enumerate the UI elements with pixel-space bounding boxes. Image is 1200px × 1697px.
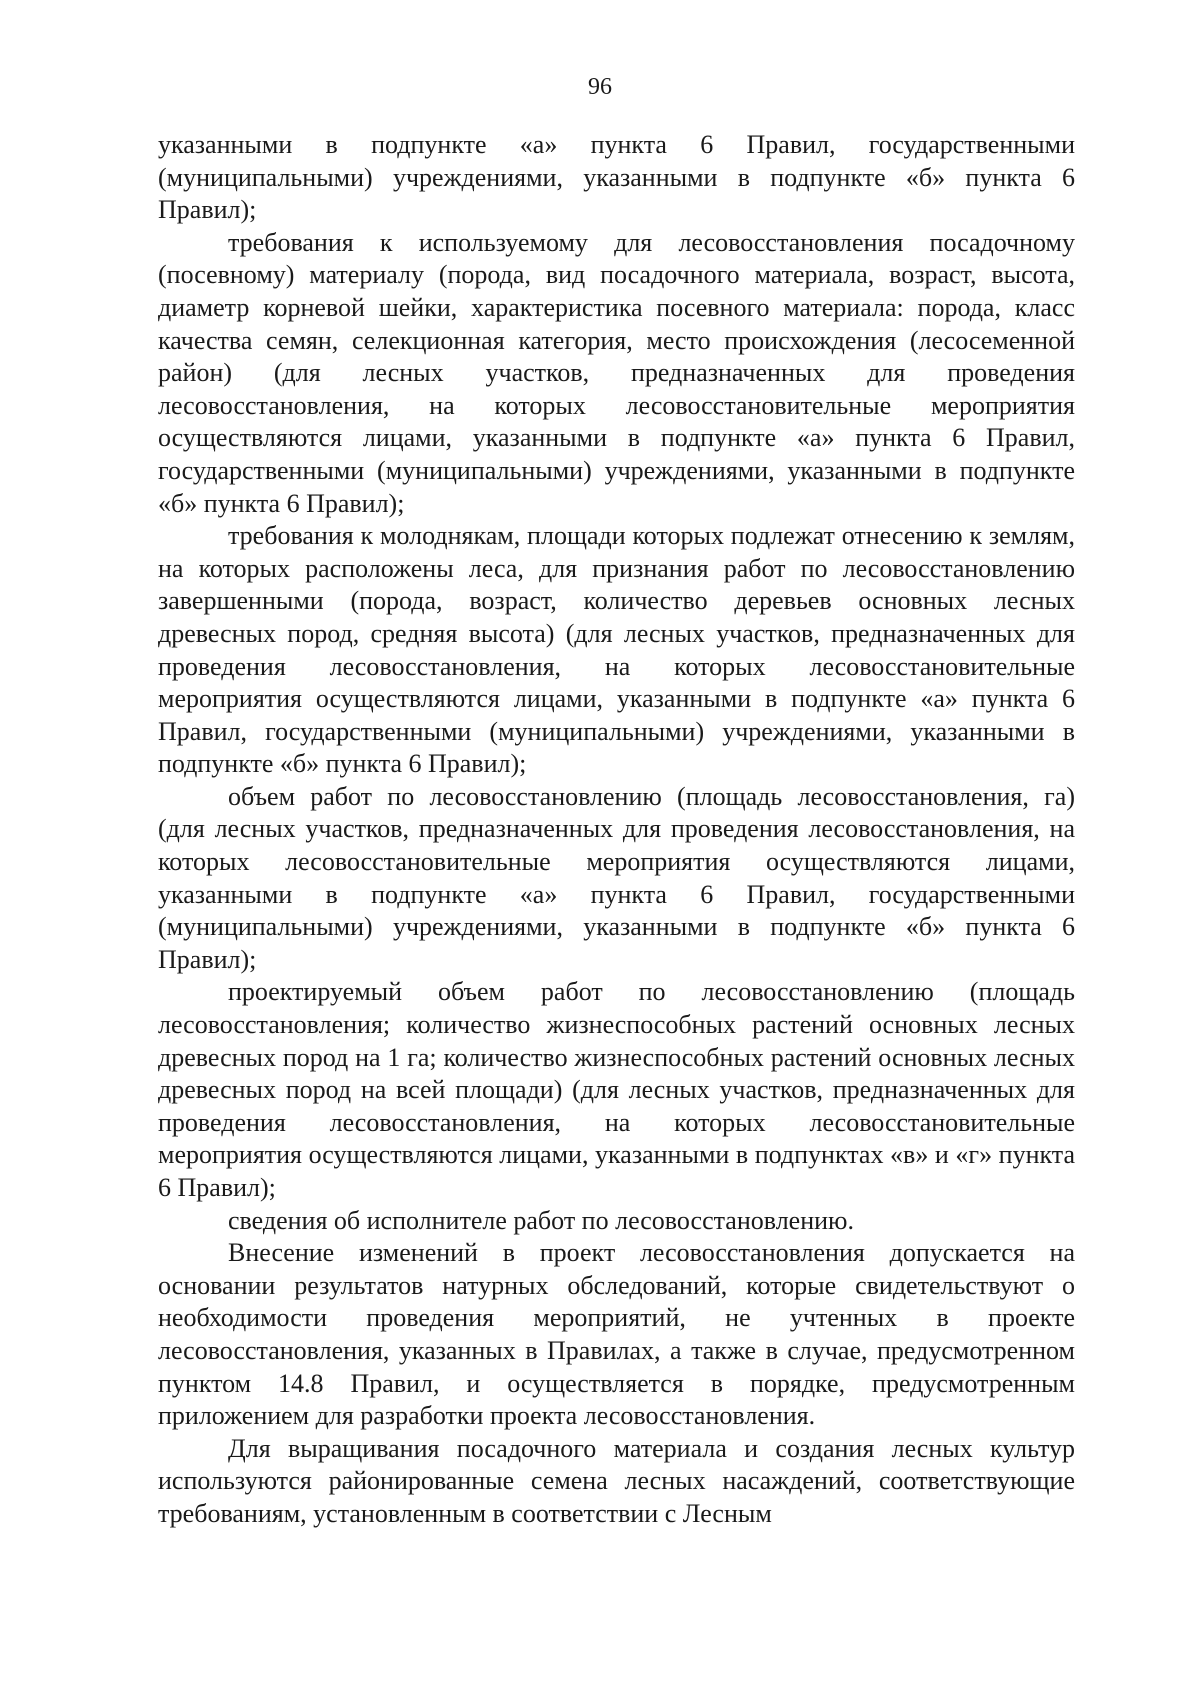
paragraph-planting-material-requirements: требования к используемому для лесовосстановления посадочному (посевному) материалу (порода, вид посадочного материала, возраст, высота, диаметр корневой шейки, характеристика посевного материала: порода, класс качества семян, селекционная категория, место происхождения (лесосеменной район) (для лесных участков, предназначенных для проведения лесовосстановления, на которых лесовосстановительные мероприятия осуществляются лицами, указанными в подпункте «а» пункта 6 Правил, государственными (муниципальными) учреждениями, указанными в подпункте «б» пункта 6 Правил); (158, 227, 1075, 518)
page-number: 96 (588, 74, 612, 100)
paragraph-contractor-info: сведения об исполнителе работ по лесовосстановлению. (228, 1205, 854, 1235)
paragraph-projected-work-volume: проектируемый объем работ по лесовосстановлению (площадь лесовосстановления; количество жизнеспособных растений основных лесных древесных пород на 1 га; количество жизнеспособных растений основных лесных древесных пород на всей площади) (для лесных участков, предназначенных для проведения лесовосстановления, на которых лесовосстановительные мероприятия осуществляются лицами, указанными в подпунктах «в» и «г» пункта 6 Правил); (158, 977, 1075, 1202)
document-body (158, 129, 1075, 1531)
paragraph-work-volume: объем работ по лесовосстановлению (площадь лесовосстановления, га) (для лесных участков, предназначенных для проведения лесовосстановления, на которых лесовосстановительные мероприятия осуществляются лицами, указанными в подпункте «а» пункта 6 Правил, государственными (муниципальными) учреждениями, указанными в подпункте «б» пункта 6 Правил); (158, 781, 1075, 974)
paragraph-project-amendments: Внесение изменений в проект лесовосстановления допускается на основании результатов натурных обследований, которые свидетельствуют о необходимости проведения мероприятий, не учтенных в проекте лесовосстановления, указанных в Правилах, а также в случае, предусмотренном пунктом 14.8 Правил, и осуществляется в порядке, предусмотренным приложением для разработки проекта лесовосстановления. (158, 1238, 1075, 1431)
paragraph-young-stand-requirements: требования к молоднякам, площади которых подлежат отнесению к землям, на которых расположены леса, для признания работ по лесовосстановлению завершенными (порода, возраст, количество деревьев основных лесных древесных пород, средняя высота) (для лесных участков, предназначенных для проведения лесовосстановления, на которых лесовосстановительные мероприятия осуществляются лицами, указанными в подпункте «а» пункта 6 Правил, государственными (муниципальными) учреждениями, указанными в подпункте «б» пункта 6 Правил); (158, 521, 1075, 779)
paragraph-seeds-requirements: Для выращивания посадочного материала и создания лесных культур используются районированные семена лесных насаждений, соответствующие требованиям, установленным в соответствии с Лесным (158, 1433, 1075, 1528)
paragraph-continuation: указанными в подпункте «а» пункта 6 Правил, государственными (муниципальными) учреждениями, указанными в подпункте «б» пункта 6 Правил); (158, 130, 1075, 225)
